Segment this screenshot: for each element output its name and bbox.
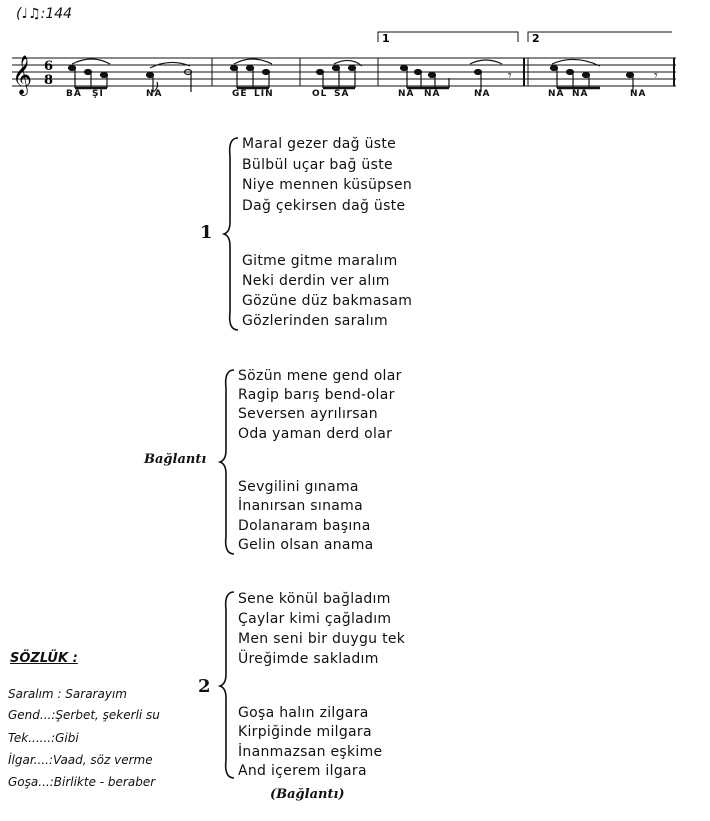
- time-signature-top: 6: [44, 59, 54, 74]
- verse-2-brace: [218, 590, 238, 780]
- verse-1-line: Dağ çekirsen dağ üste: [242, 198, 406, 214]
- glossary-item: [8, 708, 160, 722]
- syllable: SA: [334, 89, 350, 99]
- syllable: LİN: [254, 89, 274, 99]
- verse-2-line: Goşa halın zilgara: [238, 705, 369, 721]
- verse-2-line: Sene könül bağladım: [238, 591, 391, 607]
- verse-1-line: Gözüne düz bakmasam: [242, 293, 413, 309]
- syllable: NA: [572, 89, 589, 99]
- verse-2-line: Kirpiğinde milgara: [238, 724, 372, 740]
- chorus-line: Sözün mene gend olar: [238, 368, 402, 384]
- syllable: NA: [398, 89, 415, 99]
- glossary-item: [8, 753, 153, 767]
- rest-icon: 𝄾: [654, 68, 658, 84]
- syllable: BA: [66, 89, 82, 99]
- verse-1-line: Gitme gitme maralım: [242, 253, 398, 269]
- glossary-sep: ...:: [38, 775, 54, 789]
- verse-1-brace: [222, 136, 242, 332]
- verse-1-line: Bülbül uçar bağ üste: [242, 157, 393, 173]
- verse-2-line: Çaylar kimi çağladım: [238, 611, 392, 627]
- glossary-item: [8, 731, 79, 745]
- glossary-def: Şerbet, şekerli su: [55, 708, 160, 722]
- refrain-label: (Bağlantı): [270, 787, 345, 802]
- volta-1: 1: [382, 32, 390, 45]
- glossary-term: Saralım: [8, 687, 54, 701]
- glossary-term: İlgar: [8, 753, 34, 767]
- chorus-brace: [218, 368, 238, 556]
- syllable: NA: [474, 89, 491, 99]
- chorus-line: Ragip barış bend-olar: [238, 387, 395, 403]
- glossary-term: Tek: [8, 731, 29, 745]
- music-staff: [0, 20, 710, 100]
- syllable: NA: [146, 89, 163, 99]
- chorus-line: Seversen ayrılırsan: [238, 406, 378, 422]
- syllable: NA: [548, 89, 565, 99]
- syllable: NA: [424, 89, 441, 99]
- glossary-item: [8, 775, 155, 789]
- glossary-def: Gibi: [55, 731, 79, 745]
- glossary-def: Birlikte - beraber: [53, 775, 156, 789]
- verse-2-line: Üreğimde sakladım: [238, 651, 379, 667]
- chorus-line: Gelin olsan anama: [238, 537, 374, 553]
- glossary-def: Vaad, söz verme: [53, 753, 153, 767]
- glossary-term: Gend: [8, 708, 40, 722]
- glossary-sep: ...:: [39, 708, 56, 722]
- treble-clef-icon: 𝄞: [12, 55, 33, 95]
- tempo-marking: (♩♫:144: [16, 6, 73, 22]
- chorus-line: Dolanaram başına: [238, 518, 371, 534]
- chorus-line: İnanırsan sınama: [238, 498, 363, 514]
- verse-2-line: And içerem ilgara: [238, 763, 367, 779]
- syllable: GE: [232, 89, 248, 99]
- rest-icon: 𝄾: [508, 68, 512, 84]
- verse-1-line: Niye mennen küsüpsen: [242, 177, 413, 193]
- verse-1-line: Maral gezer dağ üste: [242, 136, 397, 152]
- syllable: ŞI: [92, 89, 104, 99]
- chorus-label: Bağlantı: [144, 452, 207, 467]
- glossary-term: Goşa: [8, 775, 39, 789]
- glossary-sep: ....:: [33, 753, 53, 767]
- verse-2-line: Men seni bir duygu tek: [238, 631, 406, 647]
- syllable: NA: [630, 89, 647, 99]
- syllable: OL: [312, 89, 328, 99]
- glossary-title: SÖZLÜK :: [10, 651, 78, 666]
- volta-2: 2: [532, 32, 540, 45]
- chorus-line: Sevgilini gınama: [238, 479, 359, 495]
- time-signature-bottom: 8: [44, 73, 54, 88]
- notes-group: [69, 59, 634, 92]
- glossary-sep: ......:: [28, 731, 56, 745]
- chorus-line: Oda yaman derd olar: [238, 426, 393, 442]
- glossary-sep: :: [53, 687, 66, 701]
- verse-2-line: İnanmazsan eşkime: [238, 744, 383, 760]
- glossary-item: [8, 687, 127, 701]
- glossary-def: Sararayım: [65, 687, 127, 701]
- verse-1-line: Gözlerinden saralım: [242, 313, 388, 329]
- verse-1-line: Neki derdin ver alım: [242, 273, 390, 289]
- verse-1-number: 1: [200, 222, 213, 243]
- verse-2-number: 2: [198, 676, 211, 697]
